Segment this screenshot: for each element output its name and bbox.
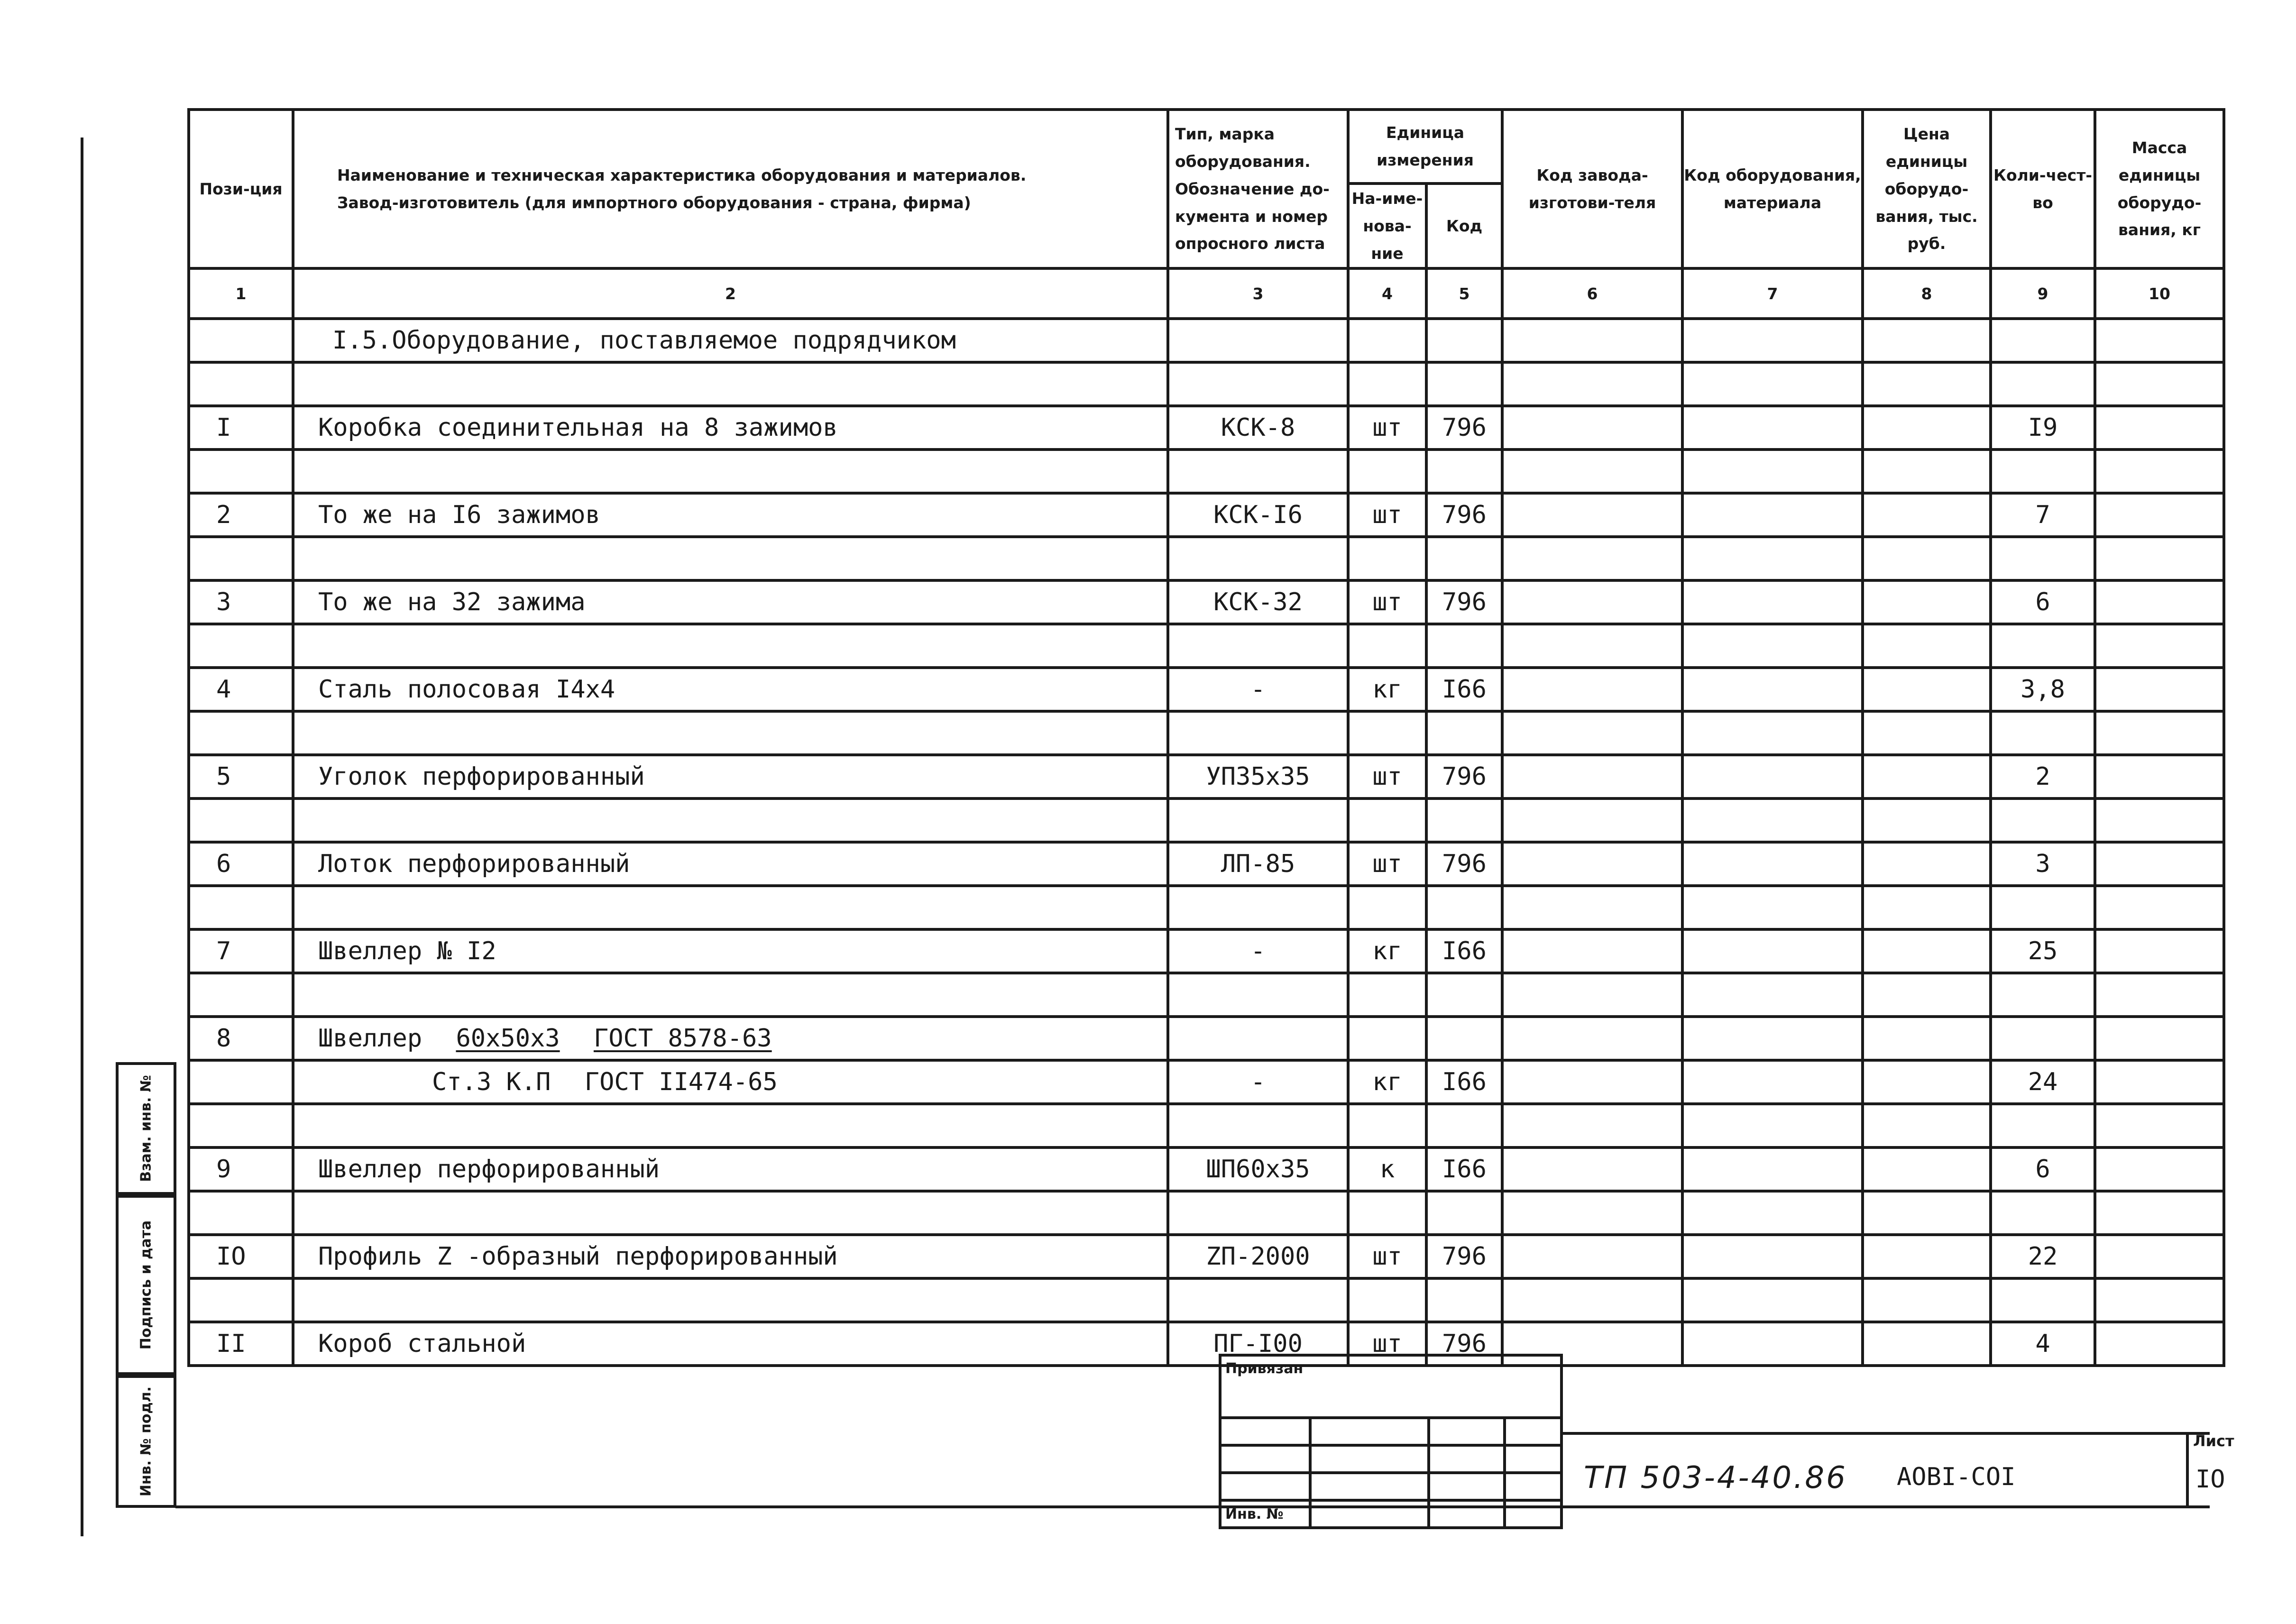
- row-unit-code: 796: [1426, 842, 1502, 886]
- row-unit: шт: [1348, 580, 1426, 624]
- row8-size: 60x50x3: [456, 1024, 560, 1053]
- document-mark: АОВI-СОI: [1897, 1463, 2016, 1491]
- row-unit-code: I66: [1426, 1147, 1502, 1191]
- row-unit-code: 796: [1426, 1322, 1502, 1366]
- row-type: КСК-I6: [1168, 493, 1348, 537]
- spacer-row: [189, 450, 2224, 493]
- row-unit: шт: [1348, 1235, 1426, 1278]
- row-quantity: 2: [1991, 755, 2095, 798]
- spacer-row: [189, 1191, 2224, 1235]
- row-quantity: 6: [1991, 1147, 2095, 1191]
- column-number: 3: [1168, 268, 1348, 319]
- header-name-line1: Наименование и техническая характеристика оборудования и материалов.: [337, 165, 1027, 184]
- header-unit-code: Код: [1426, 184, 1502, 268]
- row-quantity: 7: [1991, 493, 2095, 537]
- row-type: КСК-32: [1168, 580, 1348, 624]
- row8-gost1: ГОСТ 8578-63: [593, 1024, 772, 1053]
- column-number: 8: [1863, 268, 1991, 319]
- row-position: 4: [189, 668, 293, 711]
- row-name: Профиль Z -образный перфорированный: [293, 1235, 1168, 1278]
- column-number: 1: [189, 268, 293, 319]
- row-type: -: [1168, 1060, 1348, 1104]
- row-unit: шт: [1348, 755, 1426, 798]
- table-row: [189, 755, 2224, 798]
- row-name: То же на I6 зажимов: [293, 493, 1168, 537]
- row-unit-code: 796: [1426, 580, 1502, 624]
- row-unit-code: I66: [1426, 668, 1502, 711]
- header-type: Тип, марка оборудования. Обозначение до-кумента и номер опросного листа: [1168, 110, 1348, 268]
- section-row: [189, 319, 2224, 362]
- column-number: 6: [1502, 268, 1682, 319]
- row-position: 9: [189, 1147, 293, 1191]
- row-type: ШП60x35: [1168, 1147, 1348, 1191]
- row-unit: шт: [1348, 1322, 1426, 1366]
- stamp-inv: Инв. №: [1220, 1500, 1310, 1528]
- spacer-row: [189, 624, 2224, 668]
- row8-gost2: ГОСТ II474-65: [584, 1068, 778, 1097]
- spacer-row: [189, 362, 2224, 406]
- table-row: [189, 842, 2224, 886]
- table-row: [189, 1235, 2224, 1278]
- header-name-line2: Завод-изготовитель (для импортного оборудования - страна, фирма): [337, 193, 971, 212]
- row-position: I: [189, 406, 293, 450]
- header-unit-group: Единица измерения: [1348, 110, 1502, 184]
- column-number-row: [189, 268, 2224, 319]
- row-name: Уголок перфорированный: [293, 755, 1168, 798]
- row-unit-code: 796: [1426, 1235, 1502, 1278]
- row-unit-code: 796: [1426, 755, 1502, 798]
- column-number: 9: [1991, 268, 2095, 319]
- table-row: [189, 668, 2224, 711]
- table-row: [189, 1322, 2224, 1366]
- row-position: IO: [189, 1235, 293, 1278]
- row-type: ЛП-85: [1168, 842, 1348, 886]
- row-type: ПГ-I00: [1168, 1322, 1348, 1366]
- sheet-label: Лист: [2193, 1432, 2234, 1450]
- row-quantity: 25: [1991, 929, 2095, 973]
- column-number: 4: [1348, 268, 1426, 319]
- side-stamp-podpis: [116, 1195, 176, 1375]
- row-unit: кг: [1348, 668, 1426, 711]
- row-quantity: 3: [1991, 842, 2095, 886]
- row-unit-code: I66: [1426, 1060, 1502, 1104]
- spacer-row: [189, 537, 2224, 580]
- row-unit-code: I66: [1426, 929, 1502, 973]
- side-stamp-inv-podl-label: Инв. № подл.: [138, 1386, 155, 1497]
- row-unit-code: 796: [1426, 406, 1502, 450]
- sheet-cell-divider: [2186, 1432, 2189, 1508]
- spacer-row: [189, 1104, 2224, 1147]
- row-quantity: 22: [1991, 1235, 2095, 1278]
- row-unit: шт: [1348, 493, 1426, 537]
- row-type: -: [1168, 668, 1348, 711]
- row-name: То же на 32 зажима: [293, 580, 1168, 624]
- frame-bottom-line: [175, 1505, 2210, 1508]
- table-row: [189, 406, 2224, 450]
- row-unit: кг: [1348, 929, 1426, 973]
- header-unit-name: На-име-нова-ние: [1348, 184, 1426, 268]
- side-stamp-podpis-label: Подпись и дата: [138, 1220, 155, 1350]
- row-quantity: I9: [1991, 406, 2095, 450]
- header-factory-code: Код завода-изготови-теля: [1502, 110, 1682, 268]
- sheet-number: IO: [2195, 1465, 2225, 1494]
- column-number: 2: [293, 268, 1168, 319]
- binding-stamp: [1219, 1354, 1563, 1529]
- table-row: [189, 580, 2224, 624]
- row-name: Швеллер перфорированный: [293, 1147, 1168, 1191]
- table-row: [189, 1147, 2224, 1191]
- stamp-privyazan: Привязан: [1220, 1355, 1561, 1418]
- row-position: 2: [189, 493, 293, 537]
- row-name: [293, 1017, 1168, 1060]
- row-name: Короб стальной: [293, 1322, 1168, 1366]
- row-unit-code: 796: [1426, 493, 1502, 537]
- spacer-row: [189, 1278, 2224, 1322]
- row-position: 3: [189, 580, 293, 624]
- row-type: КСК-8: [1168, 406, 1348, 450]
- spacer-row: [189, 886, 2224, 929]
- document-code: ТП 503-4-40.86: [1584, 1460, 1847, 1496]
- row8-name: Швеллер: [318, 1024, 422, 1053]
- column-number: 7: [1682, 268, 1863, 319]
- column-number: 5: [1426, 268, 1502, 319]
- row-position: 7: [189, 929, 293, 973]
- row-position: 6: [189, 842, 293, 886]
- row-position: II: [189, 1322, 293, 1366]
- row-unit: к: [1348, 1147, 1426, 1191]
- header-quantity: Коли-чест-во: [1991, 110, 2095, 268]
- header-position: Пози-ция: [189, 110, 293, 268]
- row-name: Сталь полосовая I4x4: [293, 668, 1168, 711]
- table-row-cont: [189, 1060, 2224, 1104]
- spacer-row: [189, 711, 2224, 755]
- row-type: УП35x35: [1168, 755, 1348, 798]
- row-unit: шт: [1348, 842, 1426, 886]
- side-stamp-vzam: [116, 1062, 176, 1195]
- spacer-row: [189, 973, 2224, 1017]
- spacer-row: [189, 798, 2224, 842]
- header-mass: Масса единицы оборудо-вания, кг: [2095, 110, 2224, 268]
- header-price: Цена единицы оборудо-вания, тыс. руб.: [1863, 110, 1991, 268]
- side-stamp-inv-podl: [116, 1375, 176, 1508]
- header-name: [293, 110, 1168, 268]
- row-position: 8: [189, 1017, 293, 1060]
- row-quantity: 6: [1991, 580, 2095, 624]
- row8-steel: Ст.3 К.П: [432, 1068, 551, 1097]
- specification-table: [187, 108, 2225, 1367]
- section-title: I.5.Оборудование, поставляемое подрядчиком: [293, 319, 1168, 362]
- row-type: -: [1168, 929, 1348, 973]
- header-row: [189, 110, 2224, 184]
- row-name: Швеллер № I2: [293, 929, 1168, 973]
- row-position: 5: [189, 755, 293, 798]
- row-name-cont: [293, 1060, 1168, 1104]
- row-unit: шт: [1348, 406, 1426, 450]
- column-number: 10: [2095, 268, 2224, 319]
- row-name: Лоток перфорированный: [293, 842, 1168, 886]
- side-stamp-vzam-label: Взам. инв. №: [138, 1075, 155, 1182]
- row-quantity: 24: [1991, 1060, 2095, 1104]
- header-equipment-code: Код оборудования, материала: [1682, 110, 1863, 268]
- row-type: ZП-2000: [1168, 1235, 1348, 1278]
- table-row: [189, 929, 2224, 973]
- table-row: [189, 493, 2224, 537]
- row-unit: кг: [1348, 1060, 1426, 1104]
- row-quantity: 4: [1991, 1322, 2095, 1366]
- table-row: [189, 1017, 2224, 1060]
- title-block-line: [1560, 1432, 2210, 1435]
- row-quantity: 3,8: [1991, 668, 2095, 711]
- frame-left-line: [81, 138, 83, 1536]
- row-name: Коробка соединительная на 8 зажимов: [293, 406, 1168, 450]
